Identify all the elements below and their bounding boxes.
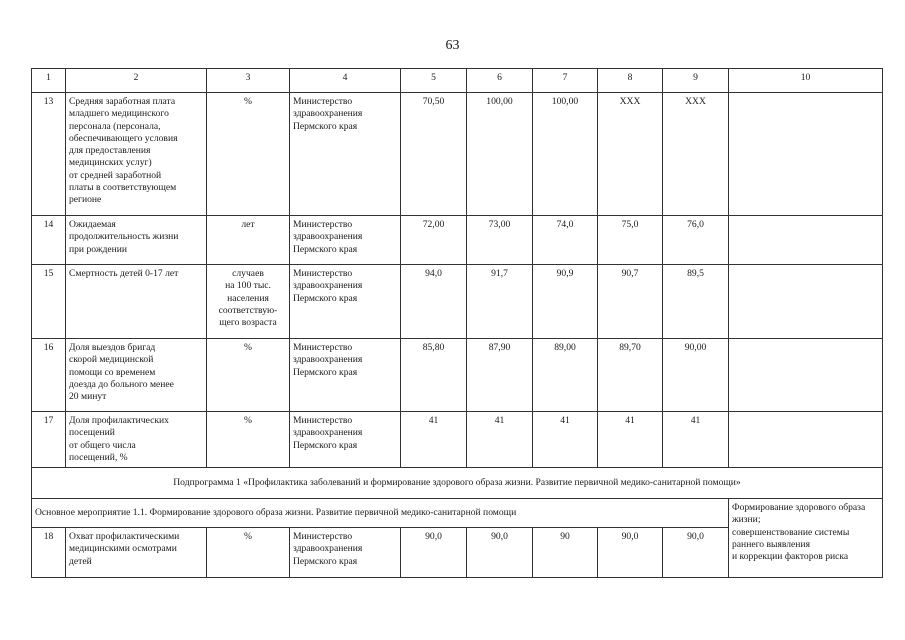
text-line: помощи со временем	[69, 366, 156, 378]
text-line: Пермского края	[293, 555, 358, 567]
text-line: здравоохранения	[293, 427, 363, 439]
subprogram-row	[32, 468, 883, 499]
text-line: Министерство	[293, 415, 353, 426]
value-v9: 90,00	[663, 339, 729, 412]
text-line: платы в соответствующем	[69, 181, 177, 193]
header-col-2: 2	[66, 69, 207, 93]
responsible-org	[290, 265, 401, 339]
note-cell	[729, 216, 883, 265]
activity-row	[32, 499, 883, 528]
value-v5: 70,50	[401, 93, 467, 216]
text-line: Пермского края	[293, 366, 358, 378]
text-line: медицинских услуг)	[69, 157, 152, 169]
text-line: Министерство	[293, 268, 353, 279]
table-row	[32, 93, 883, 216]
text-line: здравоохранения	[293, 280, 363, 292]
note-cell	[729, 412, 883, 468]
value-v9: 76,0	[663, 216, 729, 265]
value-v5: 72,00	[401, 216, 467, 265]
subprogram-title: Подпрограмма 1 «Профилактика заболеваний и формирование здорового образа жизни. Развитие первичной медико-санитарной помощи»	[32, 468, 883, 499]
note-cell	[729, 265, 883, 339]
value-v6: 41	[467, 412, 533, 468]
value-v9: 41	[663, 412, 729, 468]
header-col-3: 3	[207, 69, 290, 93]
value-v6: 91,7	[467, 265, 533, 339]
text-line: 20 минут	[69, 391, 107, 403]
value-v5: 85,80	[401, 339, 467, 412]
value-v9: 89,5	[663, 265, 729, 339]
indicator-table	[31, 68, 883, 578]
text-line: Ожидаемая	[69, 219, 116, 230]
text-line: %	[244, 342, 252, 353]
value-v9: XXX	[663, 93, 729, 216]
value-v7: 90	[533, 528, 598, 578]
text-line: скорой медицинской	[69, 354, 154, 366]
note-cell	[729, 93, 883, 216]
text-line: Формирование здорового образа	[732, 502, 866, 514]
value-v7: 100,00	[533, 93, 598, 216]
text-line: при рождении	[69, 243, 127, 255]
responsible-org	[290, 339, 401, 412]
text-line: доезда до больного менее	[69, 378, 174, 390]
header-row	[32, 69, 883, 93]
responsible-org	[290, 216, 401, 265]
text-line: совершенствование системы	[732, 526, 850, 538]
value-v8: XXX	[598, 93, 663, 216]
responsible-org	[290, 528, 401, 578]
header-col-6: 6	[467, 69, 533, 93]
row-number: 18	[32, 528, 66, 578]
value-v8: 75,0	[598, 216, 663, 265]
text-line: Министерство	[293, 219, 353, 230]
indicator-name	[66, 528, 207, 578]
text-line: Смертность детей 0-17 лет	[69, 268, 179, 279]
unit-cell	[207, 265, 290, 339]
text-line: Средняя заработная плата	[69, 96, 176, 107]
text-line: посещений	[69, 427, 115, 439]
note-cell	[729, 339, 883, 412]
table-row	[32, 216, 883, 265]
row-number: 17	[32, 412, 66, 468]
value-v8: 90,7	[598, 265, 663, 339]
text-line: регионе	[69, 194, 102, 206]
text-line: соответствую-	[218, 304, 278, 316]
indicator-name	[66, 93, 207, 216]
responsible-org	[290, 93, 401, 216]
text-line: жизни;	[732, 514, 761, 526]
text-line: на 100 тыс.	[225, 280, 271, 292]
text-line: Доля профилактических	[69, 415, 169, 426]
text-line: медицинскими осмотрами	[69, 543, 177, 555]
value-v8: 90,0	[598, 528, 663, 578]
text-line: населения	[227, 292, 269, 304]
text-line: Охват профилактическими	[69, 531, 180, 543]
text-line: раннего выявления	[732, 538, 810, 550]
text-line: младшего медицинского	[69, 108, 169, 120]
text-line: посещений, %	[69, 451, 128, 463]
indicator-name	[66, 412, 207, 468]
value-v7: 74,0	[533, 216, 598, 265]
text-line: %	[244, 96, 252, 107]
unit-cell	[207, 339, 290, 412]
text-line: Пермского края	[293, 243, 358, 255]
row-number: 15	[32, 265, 66, 339]
header-col-5: 5	[401, 69, 467, 93]
text-line: для предоставления	[69, 145, 151, 157]
text-line: здравоохранения	[293, 354, 363, 366]
text-line: %	[244, 531, 252, 543]
text-line: здравоохранения	[293, 231, 363, 243]
value-v6: 87,90	[467, 339, 533, 412]
text-line: щего возраста	[219, 317, 277, 329]
text-line: персонала (персонала,	[69, 120, 161, 132]
text-line: обеспечивающего условия	[69, 132, 178, 144]
table-row	[32, 339, 883, 412]
value-v5: 94,0	[401, 265, 467, 339]
header-col-1: 1	[32, 69, 66, 93]
indicator-name	[66, 265, 207, 339]
unit-cell	[207, 93, 290, 216]
header-col-9: 9	[663, 69, 729, 93]
indicator-name	[66, 216, 207, 265]
value-v8: 89,70	[598, 339, 663, 412]
text-line: Министерство	[293, 96, 353, 107]
header-col-4: 4	[290, 69, 401, 93]
table-row	[32, 265, 883, 339]
value-v7: 90,9	[533, 265, 598, 339]
header-col-7: 7	[533, 69, 598, 93]
value-v6: 90,0	[467, 528, 533, 578]
text-line: детей	[69, 555, 92, 567]
value-v9: 90,0	[663, 528, 729, 578]
row-number: 13	[32, 93, 66, 216]
text-line: Пермского края	[293, 439, 358, 451]
value-v5: 41	[401, 412, 467, 468]
value-v6: 100,00	[467, 93, 533, 216]
row-number: 16	[32, 339, 66, 412]
unit-cell	[207, 528, 290, 578]
activity-title: Основное мероприятие 1.1. Формирование здорового образа жизни. Развитие первичной медико-санитарной помощи	[32, 499, 729, 528]
text-line: Пермского края	[293, 120, 358, 132]
text-line: случаев	[232, 268, 264, 279]
responsible-org	[290, 412, 401, 468]
text-line: Доля выездов бригад	[69, 342, 156, 353]
text-line: Министерство	[293, 531, 353, 543]
value-v7: 41	[533, 412, 598, 468]
row-number: 14	[32, 216, 66, 265]
text-line: здравоохранения	[293, 108, 363, 120]
unit-cell	[207, 216, 290, 265]
text-line: от общего числа	[69, 439, 136, 451]
text-line: и коррекции факторов риска	[732, 551, 849, 563]
header-col-8: 8	[598, 69, 663, 93]
text-line: здравоохранения	[293, 543, 363, 555]
page-number: 63	[445, 38, 460, 53]
value-v6: 73,00	[467, 216, 533, 265]
value-v8: 41	[598, 412, 663, 468]
text-line: продолжительность жизни	[69, 231, 179, 243]
value-v7: 89,00	[533, 339, 598, 412]
indicator-name	[66, 339, 207, 412]
table-row	[32, 412, 883, 468]
activity-goal	[729, 499, 883, 578]
unit-cell	[207, 412, 290, 468]
value-v5: 90,0	[401, 528, 467, 578]
header-col-10: 10	[729, 69, 883, 93]
text-line: Министерство	[293, 342, 353, 353]
text-line: Пермского края	[293, 292, 358, 304]
text-line: от средней заработной	[69, 169, 162, 181]
text-line: лет	[241, 219, 255, 230]
text-line: %	[244, 415, 252, 426]
